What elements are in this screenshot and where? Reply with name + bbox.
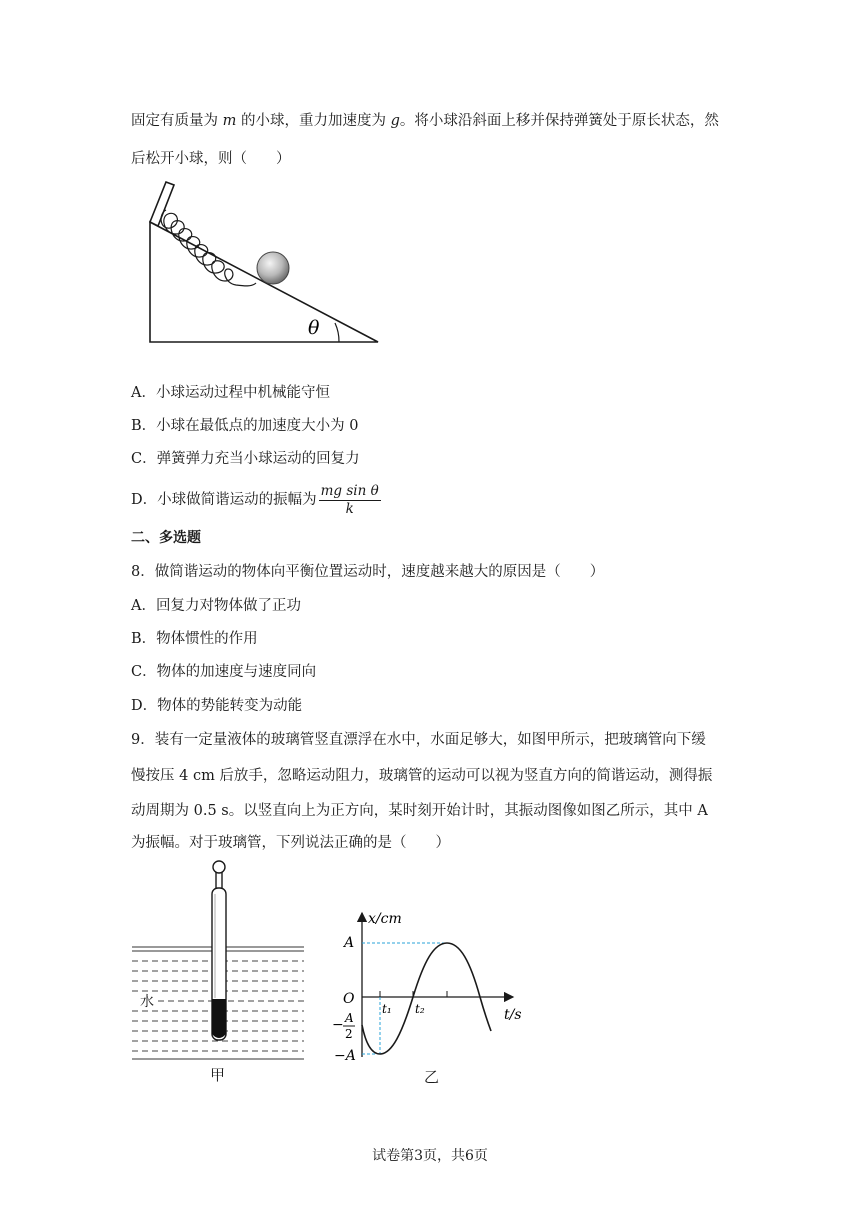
fraction-denominator: k — [345, 500, 354, 517]
q7-option-d-prefix: D．小球做简谐运动的振幅为 — [131, 492, 317, 508]
intro-text-b: 的小球，重力加速度为 — [236, 113, 391, 129]
spring-coil — [161, 210, 256, 286]
neg-sign: − — [332, 1017, 344, 1033]
fig-yi-caption: 乙 — [424, 1068, 440, 1086]
tube-top-bulb — [213, 861, 225, 873]
half-amp-num: A — [345, 1011, 354, 1025]
amplitude-label: A — [344, 935, 355, 951]
fraction-numerator: mg sin θ — [320, 482, 379, 499]
q7-option-c: C．弹簧弹力充当小球运动的回复力 — [131, 451, 360, 467]
x-axis-label: t/s — [504, 1007, 522, 1023]
q8-option-d: D．物体的势能转变为动能 — [131, 698, 303, 714]
tube-liquid — [212, 999, 226, 1038]
mass-symbol: m — [222, 113, 237, 129]
fig-jia-caption: 甲 — [210, 1066, 226, 1084]
origin-label: O — [343, 991, 355, 1007]
q9-line-4: 为振幅。对于玻璃管，下列说法正确的是（ ） — [131, 835, 450, 851]
half-amp-den: 2 — [345, 1027, 353, 1041]
q7-option-d — [131, 482, 381, 518]
wall-plate — [150, 182, 174, 226]
q8-stem: 8．做简谐运动的物体向平衡位置运动时，速度越来越大的原因是（ ） — [131, 564, 605, 580]
neg-amplitude-label: −A — [334, 1048, 356, 1064]
q8-option-b: B．物体惯性的作用 — [131, 631, 258, 647]
ball — [257, 252, 289, 284]
q7-option-a: A．小球运动过程中机械能守恒 — [131, 385, 330, 401]
theta-label: θ — [308, 317, 320, 339]
amplitude-fraction — [319, 483, 381, 518]
q7-option-b: B．小球在最低点的加速度大小为 0 — [131, 418, 359, 434]
t1-label: t₁ — [382, 1002, 392, 1016]
q9-line-3: 动周期为 0.5 s。以竖直向上为正方向，某时刻开始计时，其振动图像如图乙所示，其中 A — [131, 803, 708, 819]
intro-line-1 — [131, 111, 719, 131]
q9-line-1: 9．装有一定量液体的玻璃管竖直漂浮在水中，水面足够大，如图甲所示，把玻璃管向下缓 — [131, 732, 706, 748]
water-label: 水 — [140, 994, 154, 1010]
incline-triangle — [150, 222, 378, 342]
q8-option-c: C．物体的加速度与速度同向 — [131, 664, 317, 680]
q8-option-a: A．回复力对物体做了正功 — [131, 598, 301, 614]
intro-text-a: 固定有质量为 — [131, 113, 223, 129]
tube-in-water-figure — [128, 858, 308, 1088]
y-axis-label: x/cm — [368, 911, 402, 927]
gravity-symbol: g — [390, 113, 400, 129]
vibration-graph-figure — [320, 905, 530, 1090]
t2-label: t₂ — [415, 1002, 425, 1016]
incline-spring-figure — [140, 178, 390, 348]
page-footer: 试卷第3页，共6页 — [372, 1148, 488, 1164]
vibration-curve — [362, 943, 491, 1054]
intro-text-c: 。将小球沿斜面上移并保持弹簧处于原长状态，然 — [399, 113, 719, 129]
section-heading: 二、多选题 — [131, 530, 201, 546]
q9-line-2: 慢按压 4 cm 后放手，忽略运动阻力，玻璃管的运动可以视为竖直方向的简谐运动，测得振 — [131, 768, 713, 784]
angle-arc — [335, 323, 339, 342]
intro-line-2: 后松开小球，则（ ） — [131, 151, 291, 167]
